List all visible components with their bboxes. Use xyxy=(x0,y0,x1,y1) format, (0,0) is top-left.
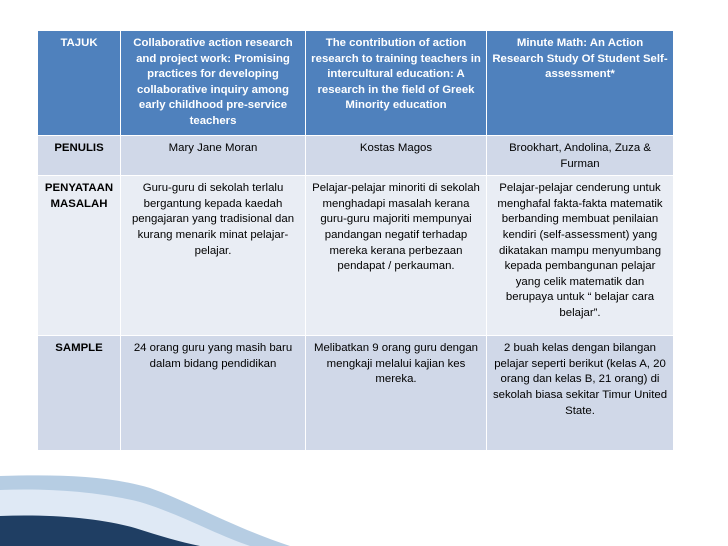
header-title-2: The contribution of action research to training teachers in intercultural education: A research in the field of Greek Minority education xyxy=(306,31,487,136)
row-label-penulis: PENULIS xyxy=(38,136,121,176)
decorative-swoosh xyxy=(0,440,728,546)
cell-sample-2: Melibatkan 9 orang guru dengan mengkaji melalui kajian kes mereka. xyxy=(306,336,487,451)
header-title-1: Collaborative action research and project work: Promising practices for developing collaborative inquiry among early childhood pre-service teachers xyxy=(121,31,306,136)
header-label-tajuk: TAJUK xyxy=(38,31,121,136)
table-header-row xyxy=(38,31,674,136)
comparison-table xyxy=(37,30,674,451)
cell-masalah-3: Pelajar-pelajar cenderung untuk menghafal fakta-fakta matematik berbanding membuat penilaian kendiri (self-assessment) yang dikatakan mampu menyumbang kepada pembangunan pelajar yang celik matematik dan berupaya untuk “ belajar cara belajar”. xyxy=(487,176,674,336)
cell-sample-1: 24 orang guru yang masih baru dalam bidang pendidikan xyxy=(121,336,306,451)
cell-sample-3: 2 buah kelas dengan bilangan pelajar seperti berikut (kelas A, 20 orang dan kelas B, 21 orang) di sekolah biasa sekitar Timur United State. xyxy=(487,336,674,451)
cell-penulis-3: Brookhart, Andolina, Zuza & Furman xyxy=(487,136,674,176)
table-row-penulis xyxy=(38,136,674,176)
cell-masalah-1: Guru-guru di sekolah terlalu bergantung kepada kaedah pengajaran yang tradisional dan kurang menarik minat pelajar-pelajar. xyxy=(121,176,306,336)
cell-masalah-2: Pelajar-pelajar minoriti di sekolah menghadapi masalah kerana guru-guru majoriti mempunyai pandangan negatif terhadap mereka kerana perbezaan pendapat / perkauman. xyxy=(306,176,487,336)
row-label-penyataan-masalah: PENYATAAN MASALAH xyxy=(38,176,121,336)
header-title-3: Minute Math: An Action Research Study Of Student Self-assessment* xyxy=(487,31,674,136)
cell-penulis-2: Kostas Magos xyxy=(306,136,487,176)
cell-penulis-1: Mary Jane Moran xyxy=(121,136,306,176)
row-label-sample: SAMPLE xyxy=(38,336,121,451)
table-row-sample xyxy=(38,336,674,451)
table-row-penyataan-masalah xyxy=(38,176,674,336)
